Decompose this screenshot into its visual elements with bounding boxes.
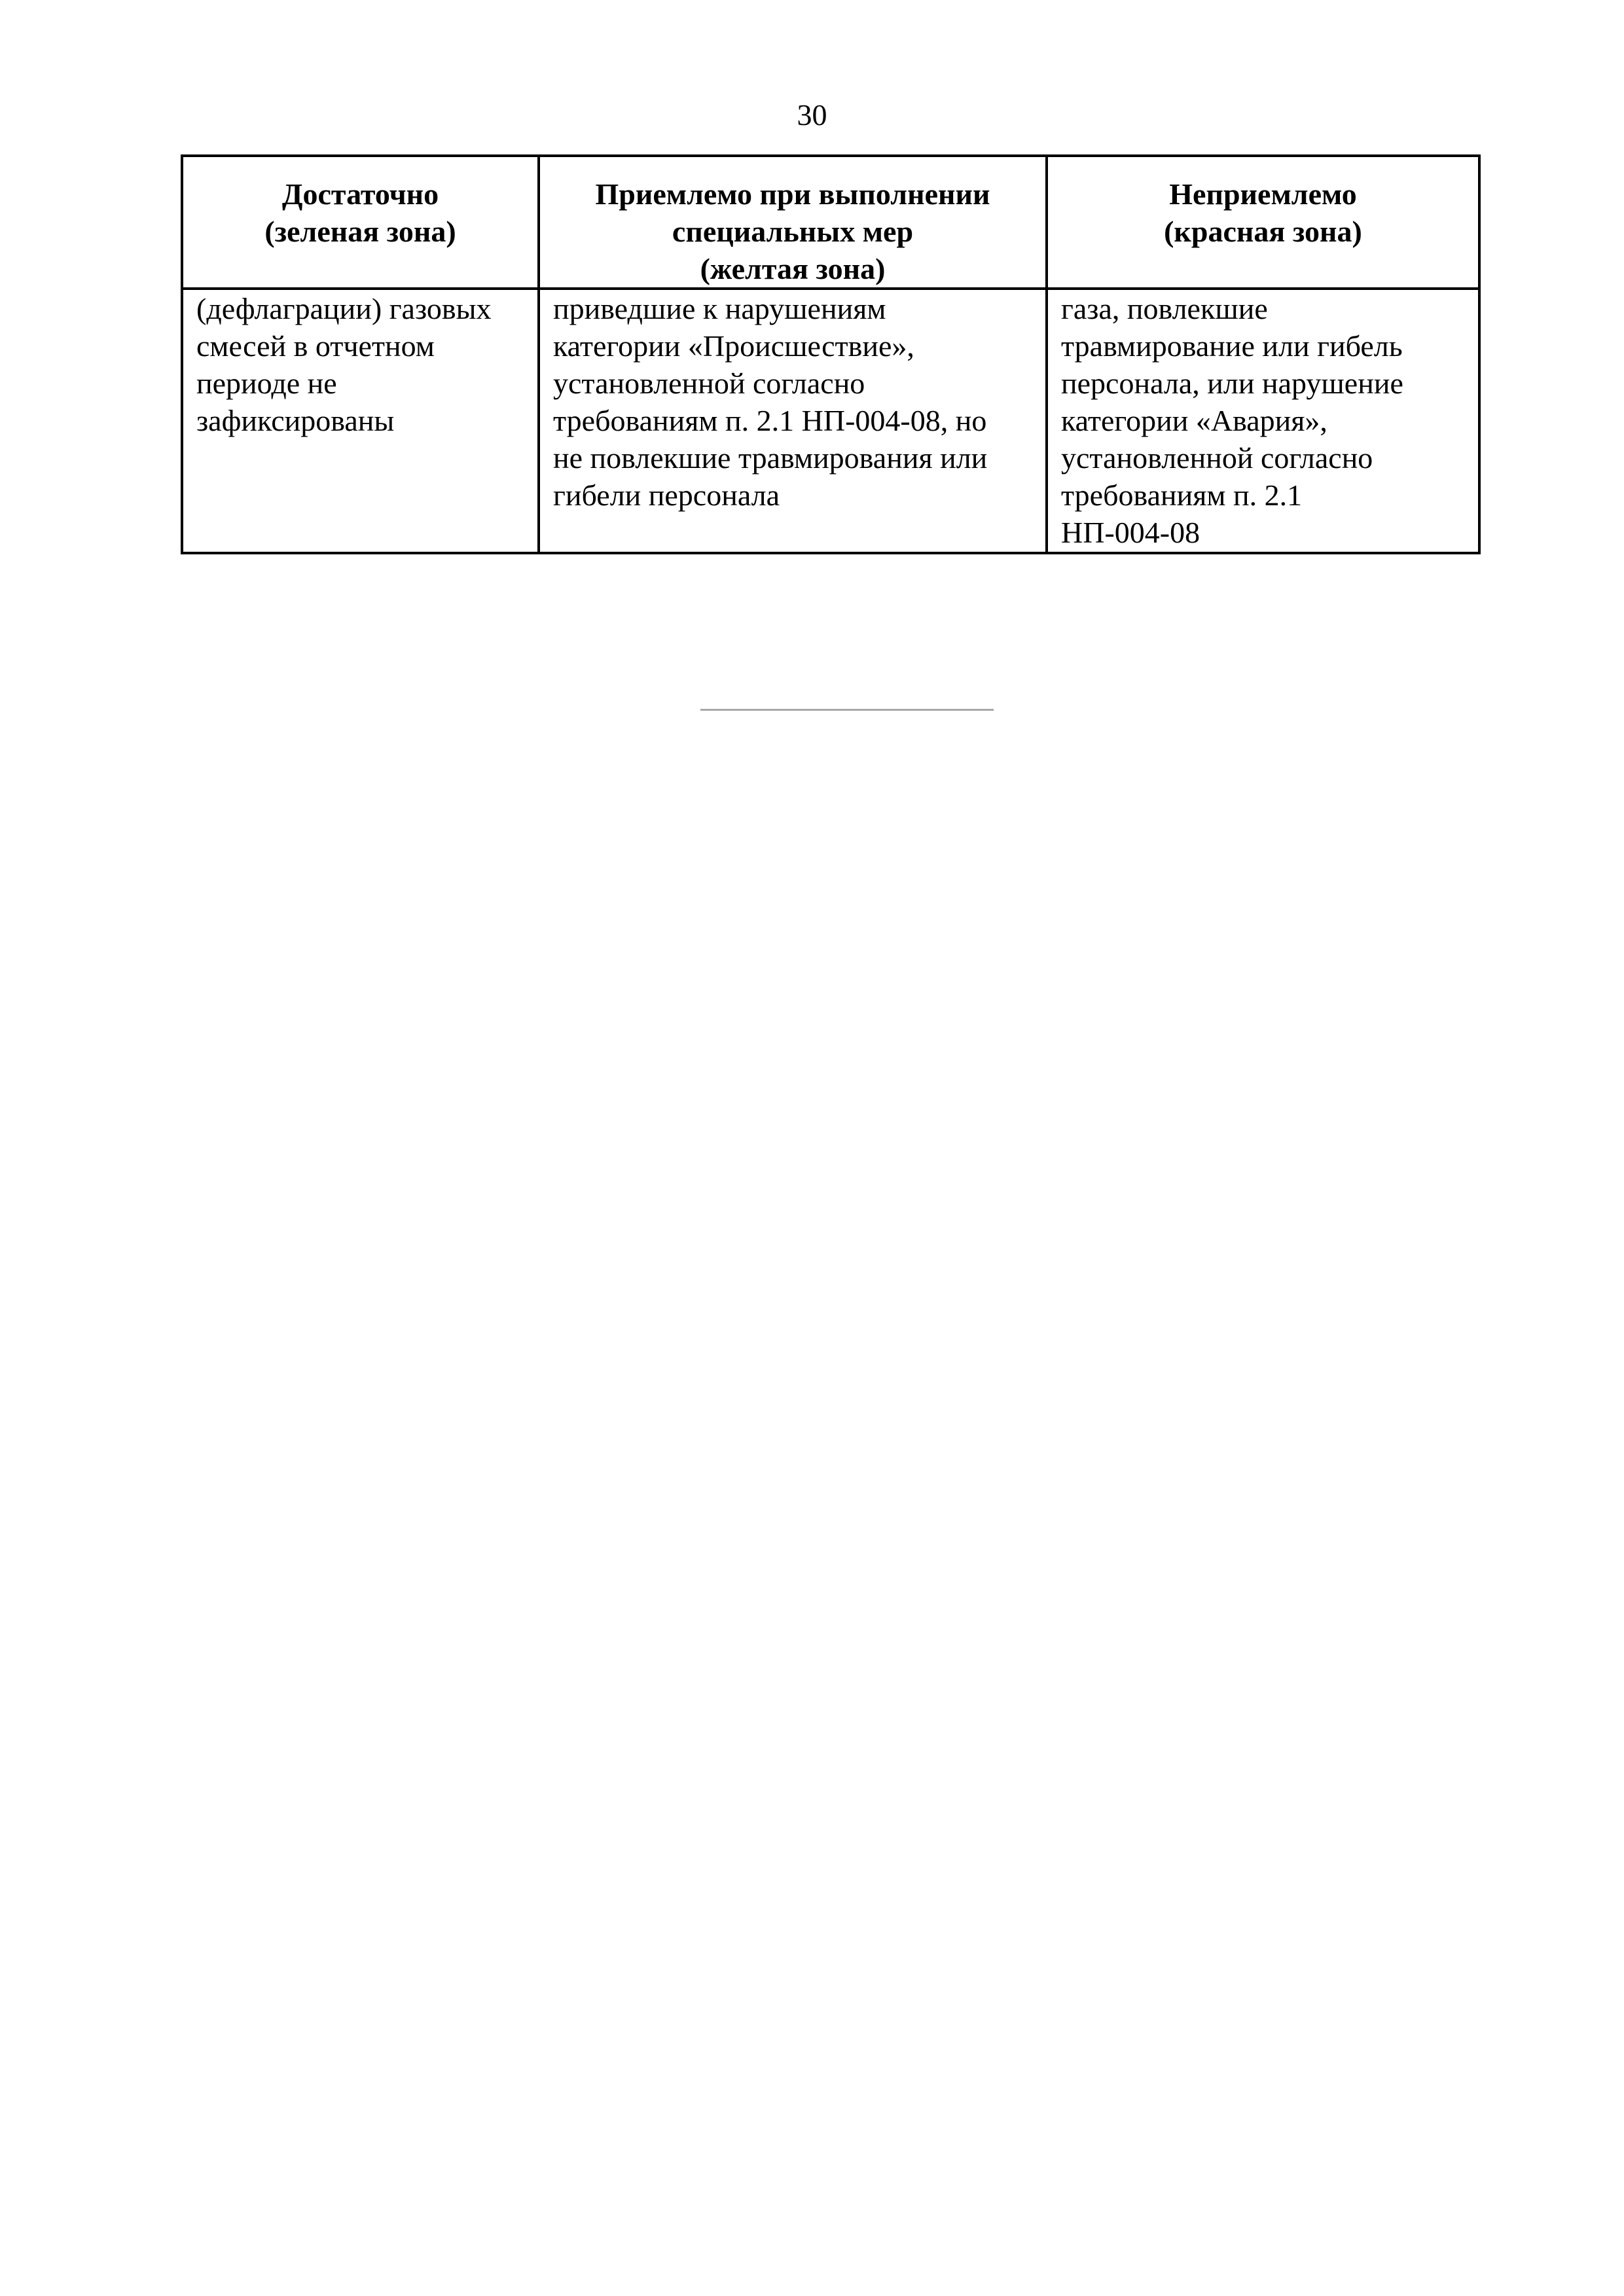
table-row <box>182 289 1479 553</box>
header-line: (зеленая зона) <box>264 215 456 248</box>
cell-line: смесей в отчетном <box>196 329 435 363</box>
cell-yellow-zone <box>539 289 1047 553</box>
cell-line: травмирование или гибель <box>1061 329 1403 363</box>
cell-line: (дефлаграции) газовых <box>196 292 492 325</box>
cell-line: персонала, или нарушение <box>1061 367 1403 400</box>
header-red-zone <box>1047 156 1479 289</box>
header-green-zone <box>182 156 539 289</box>
header-line: Приемлемо при выполнении <box>595 177 990 211</box>
cell-line: гибели персонала <box>553 478 780 512</box>
header-line: (желтая зона) <box>700 252 886 285</box>
cell-line: приведшие к нарушениям <box>553 292 886 325</box>
header-line: специальных мер <box>672 215 914 248</box>
end-of-document-rule <box>700 709 994 711</box>
header-yellow-zone <box>539 156 1047 289</box>
cell-red-zone <box>1047 289 1479 553</box>
header-line: Неприемлемо <box>1169 177 1357 211</box>
cell-line: установленной согласно <box>553 367 865 400</box>
cell-green-zone <box>182 289 539 553</box>
zones-table <box>181 154 1481 554</box>
page-number: 30 <box>797 98 827 132</box>
table-header-row <box>182 156 1479 289</box>
cell-line: категории «Авария», <box>1061 404 1327 437</box>
cell-line: требованиям п. 2.1 <box>1061 478 1303 512</box>
cell-line: газа, повлекшие <box>1061 292 1268 325</box>
cell-line: требованиям п. 2.1 НП-004-08, но <box>553 404 987 437</box>
cell-line: категории «Происшествие», <box>553 329 914 363</box>
cell-line: НП-004-08 <box>1061 516 1200 549</box>
cell-line: не повлекшие травмирования или <box>553 441 988 475</box>
cell-line: установленной согласно <box>1061 441 1373 475</box>
header-line: (красная зона) <box>1164 215 1362 248</box>
cell-line: периоде не <box>196 367 337 400</box>
header-line: Достаточно <box>281 177 439 211</box>
cell-line: зафиксированы <box>196 404 395 437</box>
